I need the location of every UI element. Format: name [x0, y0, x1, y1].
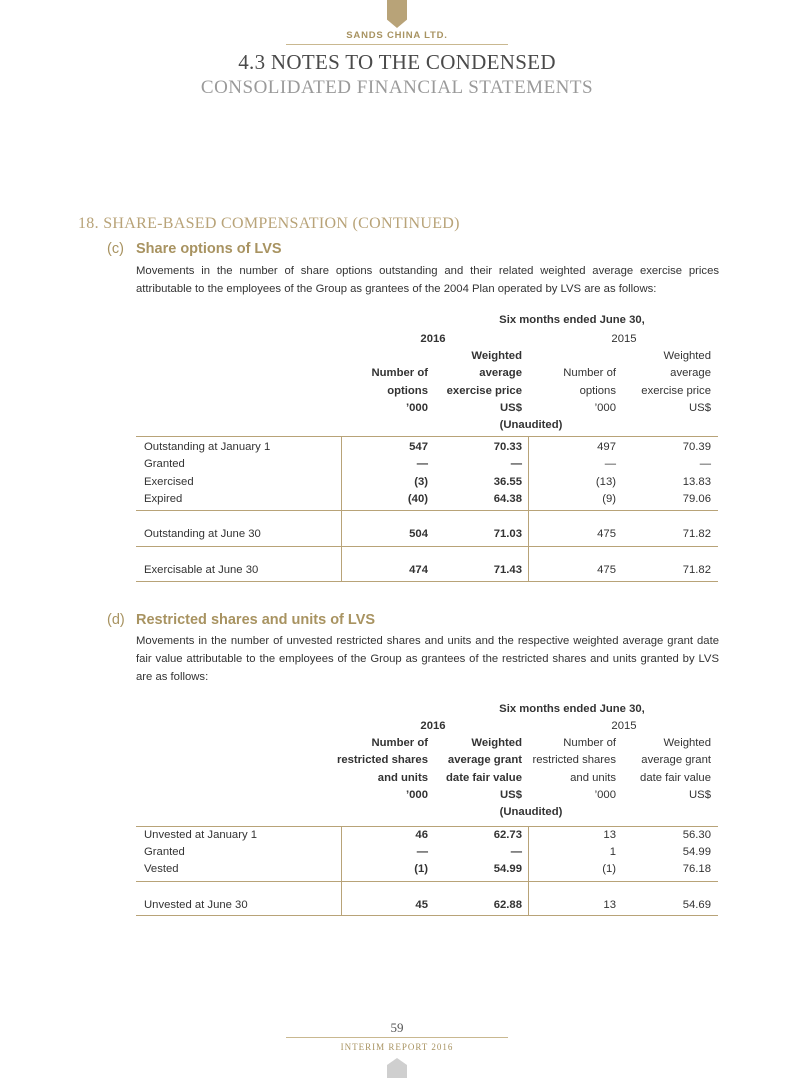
subsection-c-label: (c) — [107, 241, 124, 257]
cell: 54.69 — [682, 899, 711, 911]
cell: 71.82 — [682, 564, 711, 576]
share-options-table — [136, 314, 718, 584]
col-header: and units — [570, 772, 616, 784]
cell: 504 — [409, 528, 428, 540]
table-rule — [136, 436, 718, 437]
cell: (3) — [414, 476, 428, 488]
cell: 13.83 — [682, 476, 711, 488]
cell: 547 — [409, 441, 428, 453]
column-header-line — [136, 737, 718, 753]
subsection-c-heading — [107, 241, 282, 257]
row-label: Unvested at June 30 — [144, 899, 248, 911]
col-header: date fair value — [640, 772, 711, 784]
chapter-title-line1: 4.3 NOTES TO THE CONDENSED — [238, 50, 556, 74]
cell: (40) — [407, 493, 428, 505]
col-header: Number of — [371, 367, 428, 379]
cell: 474 — [409, 564, 428, 576]
cell: 70.39 — [682, 441, 711, 453]
column-header-line — [136, 402, 718, 418]
col-header: Weighted — [471, 350, 522, 362]
col-header: average — [479, 367, 522, 379]
cell: (1) — [602, 863, 616, 875]
table-rule — [136, 546, 718, 547]
col-header: options — [579, 385, 616, 397]
cell: 71.03 — [493, 528, 522, 540]
col-header: ’000 — [406, 402, 428, 414]
row-label: Expired — [144, 493, 183, 505]
cell: 79.06 — [682, 493, 711, 505]
table-rule — [136, 826, 718, 827]
column-header-line — [136, 367, 718, 383]
col-header: Weighted — [663, 737, 711, 749]
year-2015-header: 2015 — [611, 720, 637, 732]
col-header: restricted shares — [532, 754, 616, 766]
cell: 13 — [603, 829, 616, 841]
col-header: Number of — [371, 737, 428, 749]
section-title: 18. SHARE-BASED COMPENSATION (CONTINUED) — [78, 215, 460, 232]
year-2016-header: 2016 — [420, 720, 446, 732]
unaudited-label: (Unaudited) — [499, 419, 563, 431]
cell: 45 — [415, 899, 428, 911]
cell: 71.43 — [493, 564, 522, 576]
column-header-line — [136, 754, 718, 770]
col-header: exercise price — [446, 385, 522, 397]
cell: 76.18 — [682, 863, 711, 875]
table-row — [136, 493, 718, 509]
year-2016-header: 2016 — [420, 333, 446, 345]
cell: — — [604, 458, 616, 470]
period-header: Six months ended June 30, — [499, 703, 645, 715]
table-rule — [136, 881, 718, 882]
table-rule — [136, 915, 718, 916]
row-label: Vested — [144, 863, 179, 875]
col-header: average grant — [641, 754, 711, 766]
col-header: Number of — [563, 367, 616, 379]
col-header: average — [670, 367, 711, 379]
cell: — — [510, 846, 522, 858]
cell: (1) — [414, 863, 428, 875]
footer-rule — [286, 1037, 508, 1038]
table-rule — [136, 510, 718, 511]
subsection-d-title: Restricted shares and units of LVS — [136, 612, 376, 628]
cell: 62.73 — [493, 829, 522, 841]
row-label: Granted — [144, 458, 185, 470]
table-row — [136, 441, 718, 457]
cell: 71.82 — [682, 528, 711, 540]
column-header-line — [136, 789, 718, 805]
subsection-d-paragraph: Movements in the number of unvested restricted shares and units and the respective weighted average grant date fair value attributable to the employees of the Group as grantees of the restricted shares and units granted by LVS are as follows: — [136, 635, 719, 683]
col-header: ’000 — [406, 789, 428, 801]
table-row — [136, 458, 718, 474]
table-row — [136, 564, 718, 580]
subsection-c-title: Share options of LVS — [136, 241, 282, 257]
row-label: Outstanding at January 1 — [144, 441, 271, 453]
column-header-line — [136, 772, 718, 788]
report-name: INTERIM REPORT 2016 — [340, 1042, 454, 1052]
cell: 13 — [603, 899, 616, 911]
col-header: exercise price — [641, 385, 711, 397]
col-header: US$ — [689, 789, 711, 801]
cell: (13) — [595, 476, 616, 488]
table-rule — [136, 581, 718, 582]
row-label: Granted — [144, 846, 185, 858]
col-header: US$ — [500, 789, 522, 801]
row-label: Exercised — [144, 476, 194, 488]
row-label: Exercisable at June 30 — [144, 564, 259, 576]
col-header: date fair value — [446, 772, 522, 784]
cell: 475 — [597, 528, 616, 540]
cell: — — [416, 458, 428, 470]
cell: 56.30 — [682, 829, 711, 841]
col-header: Weighted — [663, 350, 711, 362]
table-row — [136, 476, 718, 492]
cell: 54.99 — [682, 846, 711, 858]
col-header: ’000 — [594, 402, 616, 414]
col-header: and units — [377, 772, 428, 784]
period-header: Six months ended June 30, — [499, 314, 645, 326]
row-label: Outstanding at June 30 — [144, 528, 261, 540]
cell: 54.99 — [493, 863, 522, 875]
subsection-c-paragraph: Movements in the number of share options outstanding and their related weighted average exercise prices attributable to the employees of the Group as grantees of the 2004 Plan operated by LVS are as follows: — [136, 265, 719, 295]
subsection-d-label: (d) — [107, 612, 125, 628]
col-header: restricted shares — [336, 754, 428, 766]
cell: 36.55 — [493, 476, 522, 488]
cell: 64.38 — [493, 493, 522, 505]
column-header-line — [136, 385, 718, 401]
cell: 70.33 — [493, 441, 522, 453]
page-number: 59 — [390, 1020, 404, 1035]
cell: (9) — [602, 493, 616, 505]
column-header-line — [136, 350, 718, 366]
cell: — — [416, 846, 428, 858]
col-header: US$ — [689, 402, 711, 414]
year-2015-header: 2015 — [611, 333, 637, 345]
table-row — [136, 846, 718, 862]
row-label: Unvested at January 1 — [144, 829, 258, 841]
col-header: ’000 — [594, 789, 616, 801]
col-header: options — [387, 385, 428, 397]
header-rule — [286, 44, 508, 45]
bottom-bookmark-tab — [387, 1058, 407, 1078]
restricted-shares-table — [136, 703, 718, 918]
cell: 497 — [597, 441, 616, 453]
cell: — — [510, 458, 522, 470]
subsection-d-heading — [107, 612, 375, 628]
table-row — [136, 528, 718, 544]
table-row — [136, 863, 718, 879]
col-header: Weighted — [471, 737, 522, 749]
top-bookmark-tab — [387, 0, 407, 28]
cell: 62.88 — [493, 899, 522, 911]
table-row — [136, 829, 718, 845]
company-name: SANDS CHINA LTD. — [346, 30, 448, 41]
unaudited-label: (Unaudited) — [499, 806, 563, 818]
cell: 475 — [597, 564, 616, 576]
col-header: average grant — [447, 754, 522, 766]
col-header: US$ — [500, 402, 522, 414]
cell: 1 — [609, 846, 616, 858]
cell: — — [699, 458, 711, 470]
table-row — [136, 899, 718, 915]
chapter-title-line2: CONSOLIDATED FINANCIAL STATEMENTS — [200, 77, 594, 98]
col-header: Number of — [563, 737, 616, 749]
cell: 46 — [415, 829, 428, 841]
